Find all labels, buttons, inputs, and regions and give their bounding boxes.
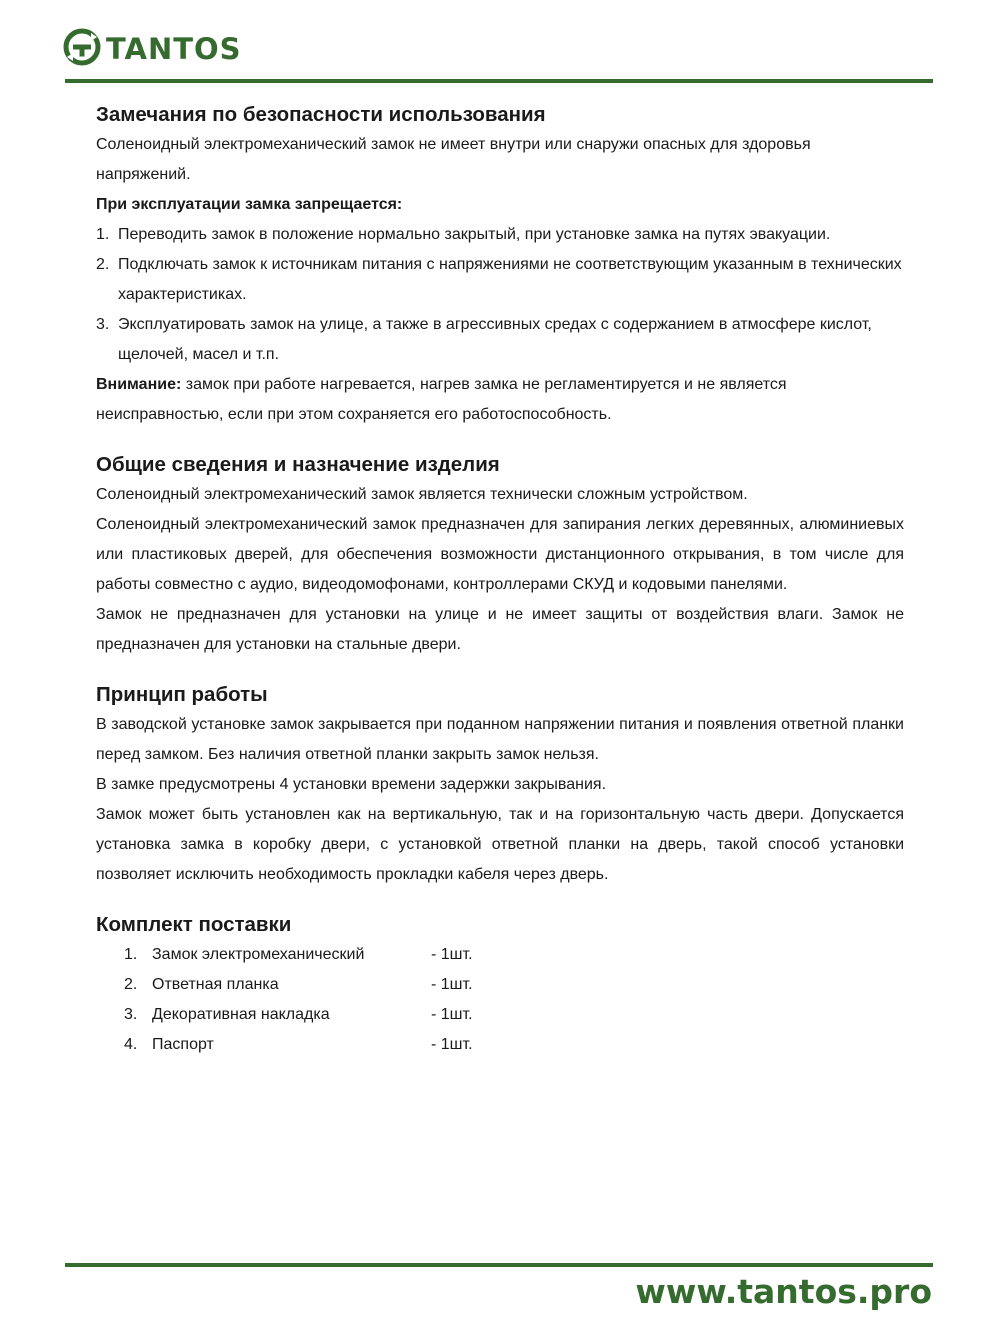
kit-item-qty: - 1шт. (431, 1036, 473, 1053)
safety-section (96, 98, 904, 430)
principle-paragraph: В замке предусмотрены 4 установки времени задержки закрывания. (96, 776, 607, 793)
kit-item-name: Паспорт (152, 1036, 214, 1053)
kit-item-name: Декоративная накладка (152, 1006, 330, 1023)
kit-item (124, 1030, 904, 1060)
kit-title: Комплект поставки (96, 913, 292, 936)
list-item-text: Эксплуатировать замок на улице, а также в агрессивных средах с содержанием в атмосфере кислот, щелочей, масел и т.п. (118, 316, 872, 363)
safety-title: Замечания по безопасности использования (96, 103, 546, 126)
attention-note (96, 370, 904, 430)
header (62, 28, 242, 70)
safety-intro: Соленоидный электромеханический замок не имеет внутри или снаружи опасных для здоровья напряжений. (96, 136, 811, 183)
principle-paragraph: Замок может быть установлен как на вертикальную, так и на горизонтальную часть двери. Допускается установка замка в коробку двери, с установкой ответной планки на дверь, такой способ установки позволяет исключить необходимость прокладки кабеля через дверь. (96, 806, 904, 883)
kit-item-number: 3. (124, 1006, 138, 1023)
list-item-text: Переводить замок в положение нормально закрытый, при установке замка на путях эвакуации. (118, 226, 831, 243)
document-body (96, 98, 904, 1060)
list-item-number: 2. (96, 256, 110, 273)
kit-item-number: 1. (124, 946, 138, 963)
list-item-number: 3. (96, 316, 110, 333)
attention-label: Внимание: (96, 376, 182, 393)
general-title: Общие сведения и назначение изделия (96, 453, 500, 476)
header-divider (65, 79, 933, 83)
list-item (96, 220, 904, 250)
kit-item (124, 1000, 904, 1030)
kit-item-qty: - 1шт. (431, 1006, 473, 1023)
general-paragraph: Соленоидный электромеханический замок является технически сложным устройством. (96, 486, 748, 503)
kit-section (96, 910, 904, 1060)
kit-list (96, 940, 904, 1060)
footer-url: www.tantos.pro (635, 1272, 932, 1311)
principle-section (96, 680, 904, 890)
list-item-text: Подключать замок к источникам питания с напряжениями не соответствующим указанным в технических характеристиках. (118, 256, 902, 303)
prohibited-list (96, 220, 904, 370)
attention-text: замок при работе нагревается, нагрев замка не регламентируется и не является неисправностью, если при этом сохраняется его работоспособность. (96, 376, 787, 423)
logo-text: TANTOS (106, 31, 242, 66)
list-item (96, 310, 904, 370)
kit-item-name: Замок электромеханический (152, 946, 365, 963)
kit-item-qty: - 1шт. (431, 946, 473, 963)
footer-divider (65, 1263, 933, 1267)
list-item (96, 250, 904, 310)
general-paragraph: Замок не предназначен для установки на улице и не имеет защиты от воздействия влаги. Замок не предназначен для установки на стальные двери. (96, 606, 904, 653)
principle-paragraph: В заводской установке замок закрывается при поданном напряжении питания и появления ответной планки перед замком. Без наличия ответной планки закрыть замок нельзя. (96, 716, 904, 763)
kit-item-number: 2. (124, 976, 138, 993)
kit-item (124, 970, 904, 1000)
prohibited-label: При эксплуатации замка запрещается: (96, 196, 403, 213)
general-section (96, 450, 904, 660)
kit-item (124, 940, 904, 970)
principle-title: Принцип работы (96, 683, 268, 706)
tantos-logo-icon (62, 27, 102, 72)
general-paragraph: Соленоидный электромеханический замок предназначен для запирания легких деревянных, алюминиевых или пластиковых дверей, для обеспечения возможности дистанционного открывания, в том числе для работы совместно с аудио, видеодомофонами, контроллерами СКУД и кодовыми панелями. (96, 516, 904, 593)
kit-item-qty: - 1шт. (431, 976, 473, 993)
kit-item-number: 4. (124, 1036, 138, 1053)
kit-item-name: Ответная планка (152, 976, 279, 993)
list-item-number: 1. (96, 226, 110, 243)
